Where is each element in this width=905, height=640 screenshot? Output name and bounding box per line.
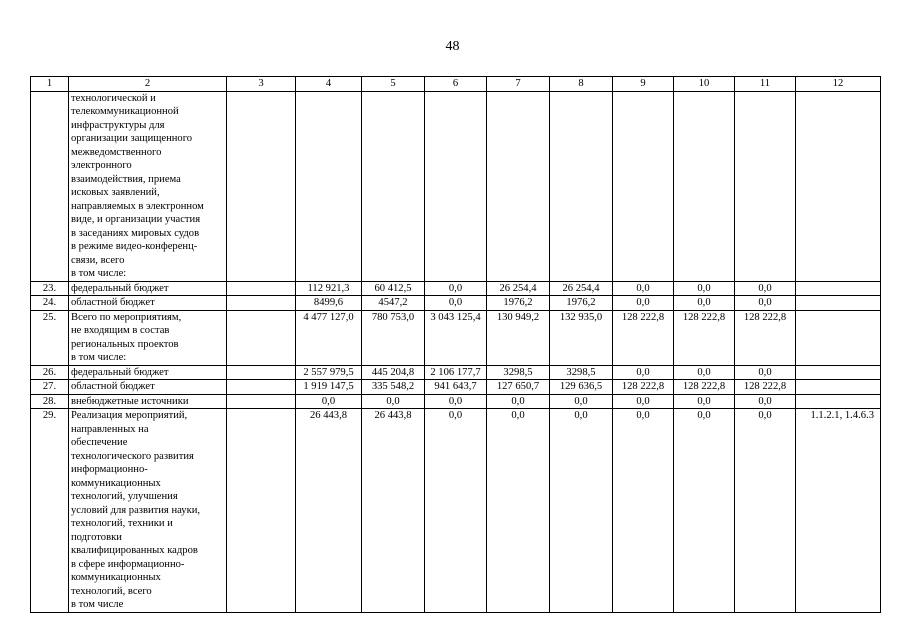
column-header: 8: [550, 77, 613, 92]
table-cell: 0,0: [735, 296, 796, 311]
table-cell: 0,0: [613, 409, 674, 613]
table-cell: [227, 409, 296, 613]
table-cell: [227, 365, 296, 380]
table-header-row: [31, 77, 881, 92]
table-cell: [227, 394, 296, 409]
table-cell: 0,0: [613, 365, 674, 380]
table-cell: 0,0: [735, 365, 796, 380]
table-cell: 127 650,7: [487, 380, 550, 395]
table-cell: [796, 394, 881, 409]
table-cell: [362, 91, 425, 281]
row-number: 27.: [31, 380, 69, 395]
row-description: областной бюджет: [69, 296, 227, 311]
table-cell: [550, 91, 613, 281]
row-number: 29.: [31, 409, 69, 613]
table-cell: 0,0: [674, 296, 735, 311]
row-number: 26.: [31, 365, 69, 380]
table-cell: 26 254,4: [550, 281, 613, 296]
row-description: федеральный бюджет: [69, 281, 227, 296]
table-cell: 128 222,8: [735, 380, 796, 395]
table-cell: 0,0: [735, 281, 796, 296]
table-cell: 0,0: [613, 394, 674, 409]
table-cell: [674, 91, 735, 281]
table-cell: [796, 91, 881, 281]
table-cell: 2 106 177,7: [425, 365, 487, 380]
table-cell: [796, 365, 881, 380]
table-cell: 26 254,4: [487, 281, 550, 296]
table-cell: 0,0: [674, 409, 735, 613]
table-cell: 0,0: [674, 281, 735, 296]
table-cell: [796, 281, 881, 296]
table-row: [31, 281, 881, 296]
table-cell: 0,0: [735, 394, 796, 409]
table-cell: 4547,2: [362, 296, 425, 311]
column-header: 10: [674, 77, 735, 92]
table-cell: [613, 91, 674, 281]
table-cell: 0,0: [674, 365, 735, 380]
row-description: Всего по мероприятиям, не входящим в состав региональных проектов в том числе:: [69, 310, 227, 365]
table-cell: [227, 310, 296, 365]
table-cell: 780 753,0: [362, 310, 425, 365]
table-cell: 0,0: [674, 394, 735, 409]
table-cell: 4 477 127,0: [296, 310, 362, 365]
table-cell: [796, 380, 881, 395]
table-cell: [735, 91, 796, 281]
table-cell: 0,0: [613, 281, 674, 296]
table-cell: [296, 91, 362, 281]
table-cell: 112 921,3: [296, 281, 362, 296]
table-cell: 129 636,5: [550, 380, 613, 395]
table-cell: 0,0: [425, 394, 487, 409]
table-cell: 0,0: [362, 394, 425, 409]
column-header: 2: [69, 77, 227, 92]
column-header: 12: [796, 77, 881, 92]
table-cell: 1976,2: [550, 296, 613, 311]
table-cell: 0,0: [487, 394, 550, 409]
table-row: [31, 365, 881, 380]
table-row: [31, 394, 881, 409]
table-cell: 26 443,8: [296, 409, 362, 613]
table-cell: 0,0: [425, 296, 487, 311]
table-cell: [227, 296, 296, 311]
column-header: 4: [296, 77, 362, 92]
column-header: 11: [735, 77, 796, 92]
table-cell: [227, 281, 296, 296]
table-row: [31, 310, 881, 365]
table-cell: 3298,5: [550, 365, 613, 380]
table-cell: 1976,2: [487, 296, 550, 311]
table-cell: 128 222,8: [613, 380, 674, 395]
table-cell: 1.1.2.1, 1.4.6.3: [796, 409, 881, 613]
table-cell: 132 935,0: [550, 310, 613, 365]
column-header: 6: [425, 77, 487, 92]
table-cell: 941 643,7: [425, 380, 487, 395]
table-cell: 0,0: [550, 409, 613, 613]
table-row: [31, 296, 881, 311]
table-row: [31, 380, 881, 395]
table-cell: [796, 296, 881, 311]
table-cell: 0,0: [613, 296, 674, 311]
row-number: 24.: [31, 296, 69, 311]
row-number: 23.: [31, 281, 69, 296]
table-cell: 26 443,8: [362, 409, 425, 613]
row-description: внебюджетные источники: [69, 394, 227, 409]
table-cell: 8499,6: [296, 296, 362, 311]
table-cell: 335 548,2: [362, 380, 425, 395]
budget-table: [30, 76, 881, 613]
row-description: областной бюджет: [69, 380, 227, 395]
table-cell: 128 222,8: [674, 380, 735, 395]
table-cell: 2 557 979,5: [296, 365, 362, 380]
column-header: 3: [227, 77, 296, 92]
table-cell: [796, 310, 881, 365]
row-description: технологической и телекоммуникационной инфраструктуры для организации защищенного межведомственного электронного взаимодействия, приема исковых заявлений, направляемых в электронном виде, и организации участия в заседаниях мировых судов в режиме видео-конференц- связи, всего в том числе:: [69, 91, 227, 281]
column-header: 9: [613, 77, 674, 92]
column-header: 7: [487, 77, 550, 92]
table-cell: 445 204,8: [362, 365, 425, 380]
table-cell: [487, 91, 550, 281]
table-cell: 0,0: [296, 394, 362, 409]
table-cell: 130 949,2: [487, 310, 550, 365]
row-number: 28.: [31, 394, 69, 409]
table-cell: 0,0: [425, 409, 487, 613]
table-cell: 128 222,8: [674, 310, 735, 365]
column-header: 1: [31, 77, 69, 92]
row-description: Реализация мероприятий, направленных на обеспечение технологического развития информационно- коммуникационных технологий, улучшения условий для развития науки, технологий, техники и подготовки квалифицированных кадров в сфере информационно- коммуникационных технологий, всего в том числе: [69, 409, 227, 613]
table-cell: 1 919 147,5: [296, 380, 362, 395]
row-number: [31, 91, 69, 281]
table-cell: 0,0: [425, 281, 487, 296]
page-number: 48: [445, 39, 460, 54]
table-cell: 128 222,8: [613, 310, 674, 365]
table-row: [31, 409, 881, 613]
table-cell: 0,0: [550, 394, 613, 409]
table-cell: 0,0: [487, 409, 550, 613]
table-row: [31, 91, 881, 281]
table-cell: 0,0: [735, 409, 796, 613]
table-cell: 60 412,5: [362, 281, 425, 296]
table-cell: [425, 91, 487, 281]
table-cell: [227, 380, 296, 395]
table-cell: 128 222,8: [735, 310, 796, 365]
table-cell: 3298,5: [487, 365, 550, 380]
row-description: федеральный бюджет: [69, 365, 227, 380]
table-cell: 3 043 125,4: [425, 310, 487, 365]
table-cell: [227, 91, 296, 281]
column-header: 5: [362, 77, 425, 92]
row-number: 25.: [31, 310, 69, 365]
